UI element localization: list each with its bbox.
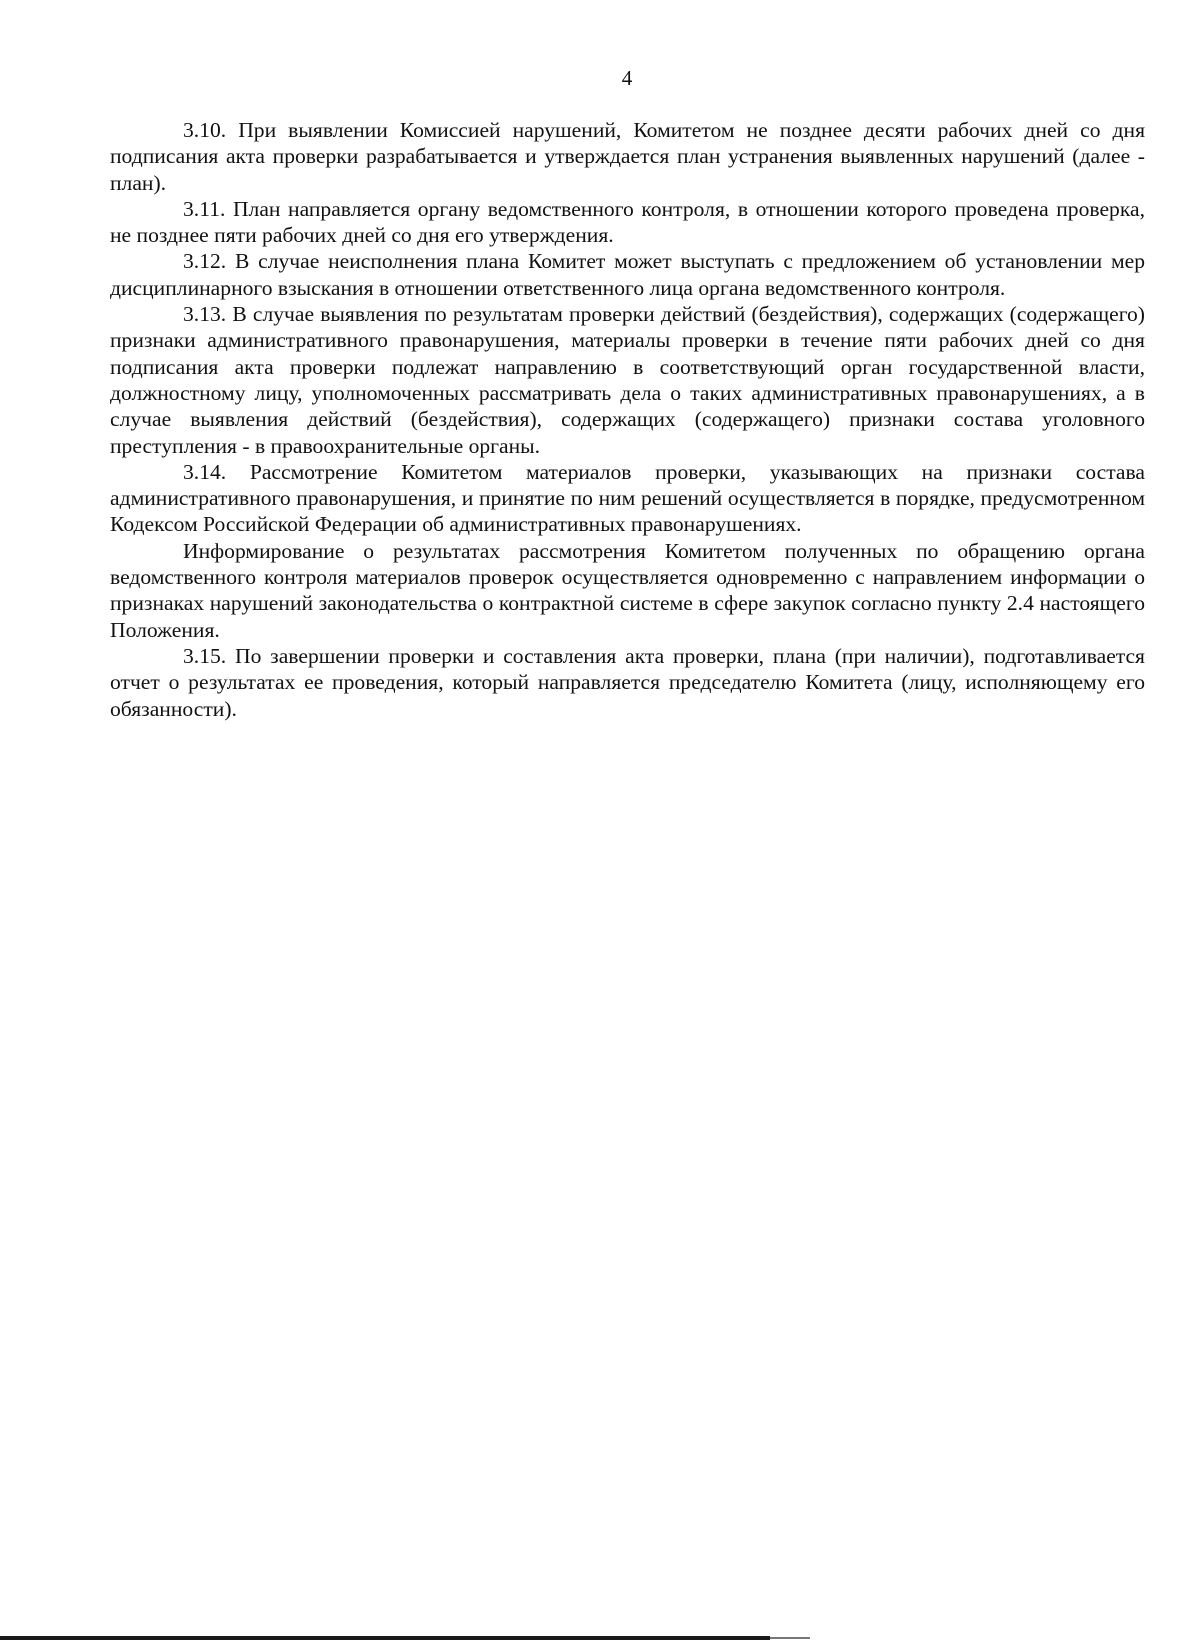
- paragraph-3-11: 3.11. План направляется органу ведомственного контроля, в отношении которого проведена проверка, не позднее пяти рабочих дней со дня его утверждения.: [110, 196, 1145, 248]
- paragraph-3-14: 3.14. Рассмотрение Комитетом материалов проверки, указывающих на признаки состава административного правонарушения, и принятие по ним решений осуществляется в порядке, предусмотренном Кодексом Российской Федерации об административных правонарушениях.: [110, 459, 1145, 537]
- scan-bottom-edge-fade: [770, 1637, 810, 1639]
- page-number: 4: [621, 66, 633, 90]
- scan-bottom-edge: [0, 1636, 770, 1640]
- paragraph-3-13: 3.13. В случае выявления по результатам проверки действий (бездействия), содержащих (содержащего) признаки административного правонарушения, материалы проверки в течение пяти рабочих дней со дня подписания акта проверки подлежат направлению в соответствующий орган государственной власти, должностному лицу, уполномоченных рассматривать дела о таких административных правонарушениях, а в случае выявления действий (бездействия), содержащих (содержащего) признаки состава уголовного преступления - в правоохранительные органы.: [110, 302, 1145, 458]
- paragraph-informing: Информирование о результатах рассмотрения Комитетом полученных по обращению органа ведомственного контроля материалов проверок осуществляется одновременно с направлением информации о признаках нарушений законодательства о контрактной системе в сфере закупок согласно пункту 2.4 настоящего Положения.: [110, 538, 1145, 642]
- document-body: [110, 117, 1145, 722]
- paragraph-3-12: 3.12. В случае неисполнения плана Комитет может выступать с предложением об установлении мер дисциплинарного взыскания в отношении ответственного лица органа ведомственного контроля.: [110, 249, 1145, 300]
- paragraph-3-15: 3.15. По завершении проверки и составления акта проверки, плана (при наличии), подготавливается отчет о результатах ее проведения, который направляется председателю Комитета (лицу, исполняющему его обязанности).: [110, 643, 1145, 721]
- paragraph-3-10: 3.10. При выявлении Комиссией нарушений, Комитетом не позднее десяти рабочих дней со дня подписания акта проверки разрабатывается и утверждается план устранения выявленных нарушений (далее - план).: [110, 118, 1145, 195]
